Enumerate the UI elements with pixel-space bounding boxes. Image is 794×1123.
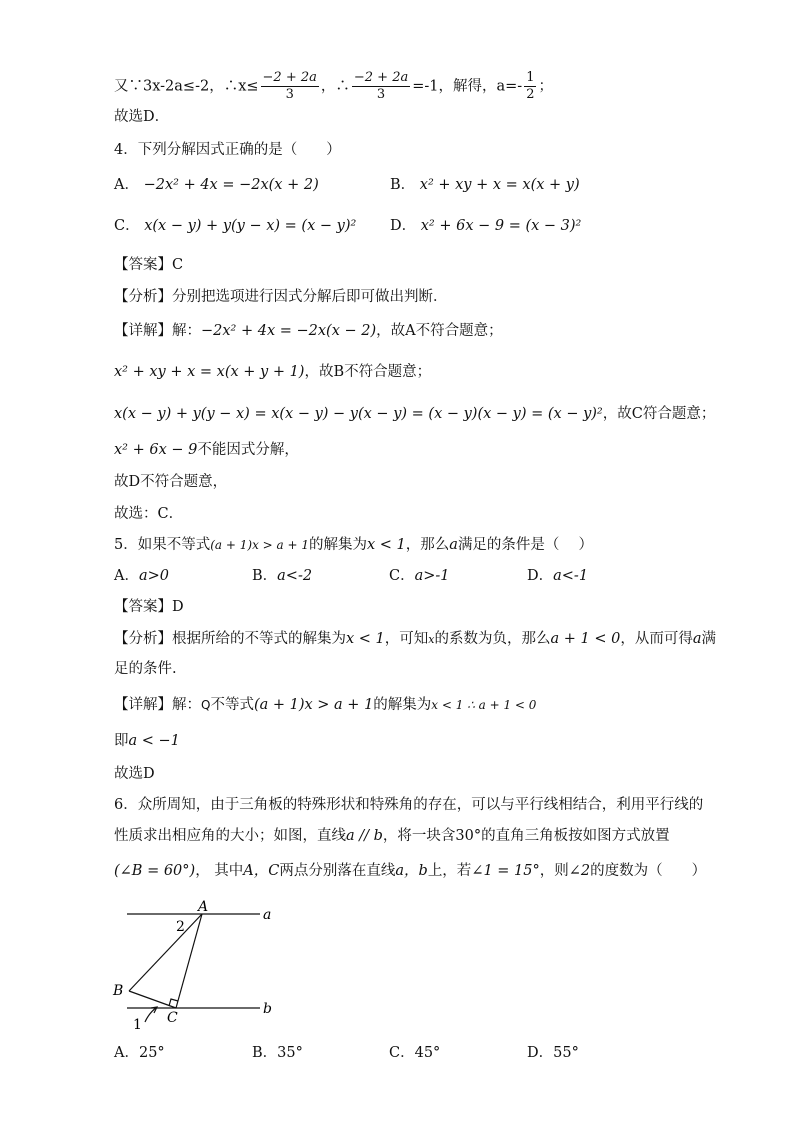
- stem-text: 5．如果不等式: [114, 537, 211, 553]
- analysis-text: ，从而可得: [620, 631, 693, 647]
- solution-end: ；: [538, 78, 553, 95]
- stem-text: 两点分别落在直线: [279, 863, 396, 879]
- option-expr: a>0: [138, 568, 170, 584]
- detail-suffix: ，故B不符合题意；: [304, 364, 432, 380]
- q3-conclusion: 故选D．: [114, 109, 170, 125]
- option-expr: a<-2: [277, 568, 313, 584]
- label-2: 2: [176, 919, 185, 935]
- option-expr: 55°: [553, 1045, 579, 1061]
- solution-line-inequality: [114, 70, 553, 103]
- detail-expr: −2x² + 4x = −2x(x − 2): [201, 323, 377, 339]
- label-A: A: [198, 899, 209, 915]
- stem-text: 的度数为（ ）: [590, 863, 707, 879]
- stem-points: A，C: [243, 863, 280, 879]
- analysis-text: 满: [701, 631, 716, 647]
- label-1: 1: [133, 1017, 142, 1033]
- stem-text: 上，若: [427, 863, 472, 879]
- q6-option-b[interactable]: [252, 1043, 303, 1063]
- q5-analysis: [114, 629, 716, 650]
- label-B: B: [113, 983, 124, 999]
- stem-expr: (a + 1)x > a + 1: [210, 538, 309, 552]
- q6-option-d[interactable]: [527, 1043, 579, 1063]
- q4-option-c[interactable]: [114, 216, 356, 236]
- label-a: a: [263, 907, 272, 923]
- q6-stem-line1: 6．众所周知，由于三角板的特殊形状和特殊角的存在，可以与平行线相结合，利用平行线的: [114, 797, 704, 813]
- option-label: B．: [252, 1045, 278, 1061]
- analysis-var: x: [428, 633, 435, 646]
- stem-angle: ∠1 = 15°: [471, 863, 540, 879]
- detail-prefix: 【详解】解：: [114, 323, 201, 339]
- triangle-parallel-lines-figure: [105, 895, 290, 1035]
- analysis-text: ，可知: [384, 631, 429, 647]
- q4-option-d[interactable]: [390, 216, 581, 236]
- detail-expr: x² + xy + x = x(x + y + 1): [114, 364, 305, 380]
- option-label: A．: [114, 177, 139, 193]
- q6-stem-line3: [114, 861, 706, 881]
- detail-sol: x < 1 ∴ a + 1 < 0: [431, 698, 537, 712]
- stem-text: 性质求出相应角的大小；如图，直线: [114, 828, 346, 844]
- q6-option-a[interactable]: [114, 1043, 165, 1063]
- option-expr: 45°: [414, 1045, 441, 1061]
- option-expr: a<-1: [553, 568, 589, 584]
- q5-option-c[interactable]: [389, 566, 450, 586]
- because-symbol: Q: [201, 698, 211, 712]
- q4-answer: 【答案】C: [114, 257, 184, 273]
- q4-stem: 4．下列分解因式正确的是（ ）: [114, 142, 341, 158]
- q5-detail: [114, 695, 536, 715]
- label-b: b: [263, 1001, 272, 1017]
- q5-answer: 【答案】D: [114, 599, 184, 615]
- angle-1-arrow: [145, 1007, 157, 1022]
- stem-expr: a // b: [346, 828, 383, 844]
- detail-suffix: ，故C符合题意；: [602, 406, 716, 422]
- q4-analysis: 【分析】分别把选项进行因式分解后即可做出判断．: [114, 289, 448, 305]
- analysis-var: a: [692, 631, 702, 647]
- detail-expr: (a + 1)x > a + 1: [253, 697, 374, 713]
- q5-conclusion: 故选D: [114, 766, 155, 782]
- detail-expr: x(x − y) + y(y − x) = x(x − y) − y(x − y) = (x − y)(x − y) = (x − y)²: [114, 406, 603, 422]
- detail-text: 即: [114, 733, 129, 749]
- q4-detail-d: [114, 440, 299, 460]
- stem-lines: a，b: [395, 863, 428, 879]
- option-expr: x(x − y) + y(y − x) = (x − y)²: [144, 218, 357, 234]
- analysis-ineq: a + 1 < 0: [550, 631, 621, 647]
- solution-suffix: =-1，解得，a=-: [412, 78, 523, 95]
- option-label: B．: [390, 177, 416, 193]
- option-expr: −2x² + 4x = −2x(x + 2): [143, 177, 319, 193]
- solution-prefix: 又∵3x-2a≤-2，∴x≤: [114, 78, 259, 95]
- q4-detail-b: [114, 362, 431, 382]
- fraction-2: $\frac{-2 + 2a}{3}$: [353, 70, 409, 102]
- solution-mid: ，∴: [320, 78, 350, 95]
- q5-analysis-line2: 足的条件.: [114, 661, 177, 677]
- label-C: C: [167, 1010, 178, 1026]
- q5-option-a[interactable]: [114, 566, 169, 586]
- option-expr: x² + xy + x = x(x + y): [419, 177, 580, 193]
- q4-conclusion: 故选：C．: [114, 506, 184, 522]
- option-label: D．: [390, 218, 417, 234]
- stem-text: 满足的条件是（ ）: [457, 537, 594, 553]
- option-label: C．: [114, 218, 140, 234]
- q5-stem: [114, 535, 593, 555]
- option-label: D．: [527, 1045, 554, 1061]
- stem-sol: x < 1: [367, 537, 406, 553]
- option-expr: 25°: [138, 1045, 165, 1061]
- analysis-text: 【分析】根据所给的不等式的解集为: [114, 631, 346, 647]
- option-label: B．: [252, 568, 278, 584]
- option-label: A．: [114, 568, 139, 584]
- stem-text: ，则: [539, 863, 569, 879]
- option-expr: x² + 6x − 9 = (x − 3)²: [420, 218, 582, 234]
- stem-expr: (∠B = 60°): [114, 863, 196, 879]
- option-expr: 35°: [277, 1045, 303, 1061]
- detail-text: 【详解】解：: [114, 697, 201, 713]
- analysis-sol: x < 1: [346, 631, 385, 647]
- detail-suffix: 不能因式分解，: [197, 442, 299, 458]
- q4-option-a[interactable]: [114, 175, 319, 195]
- detail-expr: x² + 6x − 9: [114, 442, 198, 458]
- q4-option-b[interactable]: [390, 175, 580, 195]
- stem-text: ，那么: [405, 537, 450, 553]
- stem-angle: ∠2: [568, 863, 591, 879]
- stem-text: ， 其中: [195, 863, 244, 879]
- detail-text: 的解集为: [373, 697, 432, 713]
- q5-option-b[interactable]: [252, 566, 312, 586]
- option-label: D．: [527, 568, 554, 584]
- q5-detail-line2: [114, 731, 180, 751]
- fraction-3: $\frac{1}{2}$: [526, 70, 535, 102]
- detail-text: 不等式: [210, 697, 254, 713]
- option-expr: a>-1: [414, 568, 450, 584]
- q5-option-d[interactable]: [527, 566, 588, 586]
- detail-suffix: ，故A不符合题意；: [376, 323, 503, 339]
- q6-stem-line2: [114, 826, 670, 846]
- option-label: A．: [114, 1045, 139, 1061]
- q4-detail-a: [114, 321, 503, 341]
- option-label: C．: [389, 568, 415, 584]
- q6-option-c[interactable]: [389, 1043, 440, 1063]
- stem-var: a: [449, 537, 458, 553]
- q4-detail-c: [114, 404, 715, 424]
- stem-text: 的解集为: [309, 537, 367, 553]
- q4-detail-d2: 故D不符合题意，: [114, 474, 228, 490]
- detail-expr: a < −1: [128, 733, 180, 749]
- stem-text: ，将一块含30°的直角三角板按如图方式放置: [382, 828, 670, 844]
- fraction-1: $\frac{-2 + 2a}{3}$: [262, 70, 317, 102]
- option-label: C．: [389, 1045, 415, 1061]
- analysis-text: 的系数为负，那么: [434, 631, 551, 647]
